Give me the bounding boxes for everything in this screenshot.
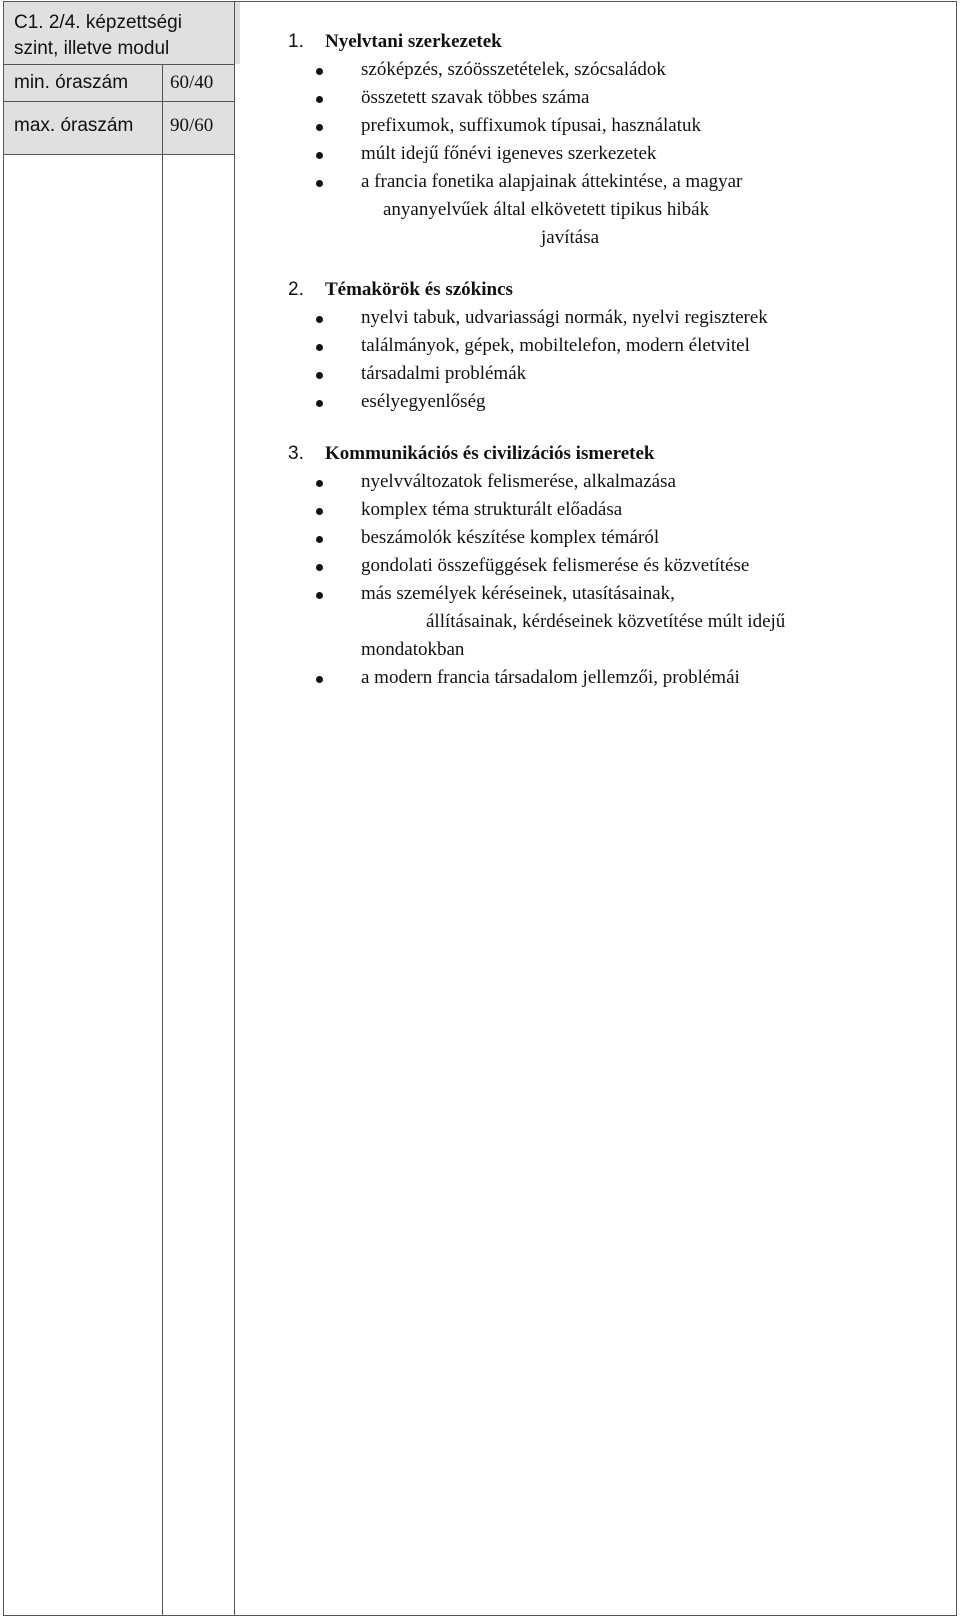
- bullet-icon: [316, 536, 323, 543]
- bullet-icon: [316, 344, 323, 351]
- column-divider: [234, 2, 235, 1615]
- max-hours-label: max. óraszám: [14, 115, 134, 136]
- list-item: nyelvi tabuk, udvariassági normák, nyelvi regiszterek: [288, 304, 948, 332]
- level-header-cell: [4, 2, 240, 64]
- level-header: C1. 2/4. képzettségi szint, illetve modul: [14, 12, 182, 59]
- section-title: Nyelvtani szerkezetek: [325, 31, 502, 52]
- bullet-icon: [316, 676, 323, 683]
- bullet-icon: [316, 96, 323, 103]
- list-item: esélyegyenlőség: [288, 388, 948, 416]
- list-item: prefixumok, suffixumok típusai, használatuk: [288, 112, 948, 140]
- section-number: 2.: [288, 279, 304, 300]
- bullet-icon: [316, 592, 323, 599]
- bullet-icon: [316, 480, 323, 487]
- column-divider: [162, 64, 163, 1615]
- section-number: 3.: [288, 443, 304, 464]
- max-hours-value: 90/60: [170, 115, 214, 136]
- section-heading: [288, 276, 948, 304]
- list-item: a modern francia társadalom jellemzői, problémái: [288, 664, 948, 692]
- list-item: összetett szavak többes száma: [288, 84, 948, 112]
- bullet-icon: [316, 152, 323, 159]
- bullet-icon: [316, 124, 323, 131]
- bullet-list: [288, 304, 948, 416]
- divider: [4, 154, 234, 155]
- list-item: beszámolók készítése komplex témáról: [288, 524, 948, 552]
- list-item: [288, 168, 948, 252]
- section-title: Kommunikációs és civilizációs ismeretek: [325, 443, 655, 464]
- list-item-line: mondatokban: [361, 639, 465, 660]
- bullet-icon: [316, 564, 323, 571]
- list-item-line: a francia fonetika alapjainak áttekintése, a magyar: [361, 171, 743, 192]
- bullet-icon: [316, 68, 323, 75]
- bullet-list: [288, 56, 948, 252]
- section-heading: [288, 28, 948, 56]
- section-number: 1.: [288, 31, 304, 52]
- list-item-line: anyanyelvűek által elkövetett tipikus hibák: [383, 199, 710, 220]
- bullet-list: [288, 468, 948, 692]
- max-hours-row: [4, 102, 234, 154]
- bullet-icon: [316, 400, 323, 407]
- min-hours-row: [4, 65, 234, 101]
- list-item: komplex téma strukturált előadása: [288, 496, 948, 524]
- section-heading: [288, 440, 948, 468]
- list-item: gondolati összefüggések felismerése és közvetítése: [288, 552, 948, 580]
- list-item: szóképzés, szóösszetételek, szócsaládok: [288, 56, 948, 84]
- list-item: múlt idejű főnévi igeneves szerkezetek: [288, 140, 948, 168]
- curriculum-content: [288, 28, 948, 716]
- section-title: Témakörök és szókincs: [325, 279, 513, 300]
- section-grammar: [288, 28, 948, 252]
- bullet-icon: [316, 372, 323, 379]
- bullet-icon: [316, 316, 323, 323]
- list-item: [288, 580, 948, 664]
- list-item-line: javítása: [541, 227, 600, 248]
- min-hours-label: min. óraszám: [14, 72, 129, 93]
- section-communication: [288, 440, 948, 692]
- bullet-icon: [316, 508, 323, 515]
- list-item: társadalmi problémák: [288, 360, 948, 388]
- list-item: nyelvváltozatok felismerése, alkalmazása: [288, 468, 948, 496]
- bullet-icon: [316, 180, 323, 187]
- section-topics: [288, 276, 948, 416]
- min-hours-value: 60/40: [170, 72, 214, 93]
- list-item-line: állításainak, kérdéseinek közvetítése múlt idejű: [426, 611, 786, 632]
- list-item: találmányok, gépek, mobiltelefon, modern életvitel: [288, 332, 948, 360]
- list-item-line: más személyek kéréseinek, utasításainak,: [361, 583, 675, 604]
